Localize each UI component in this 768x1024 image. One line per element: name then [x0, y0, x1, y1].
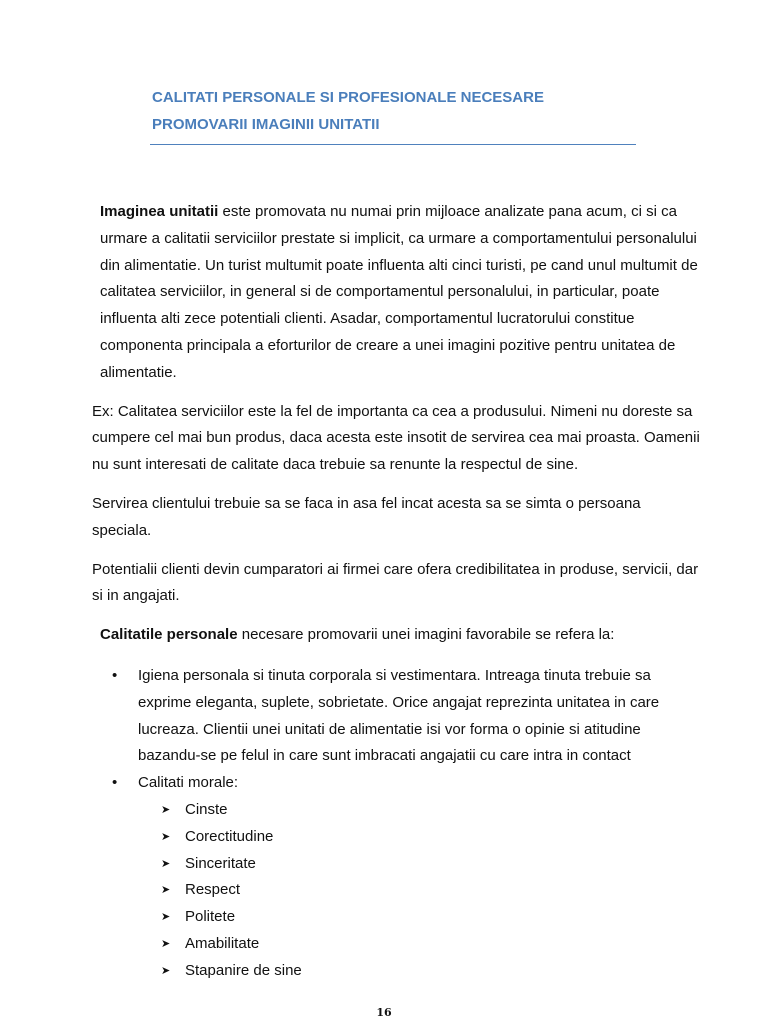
page-number: 16 [376, 1006, 392, 1019]
arrow-bullet-icon: ➤ [161, 884, 171, 897]
paragraph-example: Ex: Calitatea serviciilor este la fel de importanta ca cea a produsului. Nimeni nu doreste sa cumpere cel mai bun produs, daca acesta este insotit de servirea cea mai proasta. Oamenii nu sunt interesati de calitate daca trebuie sa renunte la respectul de sine. [92, 402, 700, 474]
arrow-bullet-icon: ➤ [161, 857, 171, 870]
bullet-icon: • [112, 666, 118, 684]
paragraph-text: necesare promovarii unei imagini favorabile se refera la: [237, 626, 615, 644]
bullet-item-calitati-morale [92, 770, 702, 984]
heading-underline [150, 144, 636, 145]
paragraph-calitatile-personale [92, 622, 702, 649]
bullet-text: Igiena personala si tinuta corporala si vestimentara. Intreaga tinuta trebuie sa exprime eleganta, suplete, sobrietate. Orice angajat reprezinta unitatea in care lucreaza. Clientii unei unitati de alimentatie isi vor forma o opinie si atitudine bazandu-se pe felul in care sunt imbracati angajatii cu care intra in contact [138, 666, 660, 765]
sub-item: ➤ Respect [138, 877, 702, 904]
sub-item: ➤ Amabilitate [138, 931, 702, 958]
bullet-icon: • [112, 774, 118, 792]
sub-item: ➤ Politete [138, 904, 702, 931]
sub-item: ➤ Corectitudine [138, 824, 702, 851]
paragraph-servirea-clientului: Servirea clientului trebuie sa se faca in asa fel incat acesta sa se simta o persoana speciala. [92, 494, 641, 539]
heading-line-2: PROMOVARII IMAGINII UNITATII [152, 116, 380, 133]
sub-list-calitati-morale [138, 797, 702, 985]
paragraph-text: este promovata nu numai prin mijloace analizate pana acum, ci si ca urmare a calitatii serviciilor prestate si implicit, ca urmare a comportamentului personalului din alimentatie. Un turist multumit poate influenta alti cinci turisti, pe cand unul multumit de calitatea serviciilor, in general si de comportamentul personalului, in particular, poate influenta alti zece potentiali clienti. Asadar, comportamentul lucratorului constitue componenta principala a eforturilor de creare a unei imagini pozitive pentru unitatea de alimentatie. [100, 203, 698, 381]
arrow-bullet-icon: ➤ [161, 964, 171, 977]
document-body [92, 199, 702, 985]
sub-item: ➤ Stapanire de sine [138, 958, 702, 985]
paragraph-imaginea-unitatii [92, 199, 702, 387]
section-heading [152, 84, 636, 138]
sub-item: ➤ Sinceritate [138, 851, 702, 878]
bold-term-imaginea-unitatii: Imaginea unitatii [100, 203, 219, 220]
heading-line-1: CALITATI PERSONALE SI PROFESIONALE NECESARE [152, 89, 544, 106]
sub-item: ➤ Cinste [138, 797, 702, 824]
bullet-item-igiena [92, 663, 702, 770]
arrow-bullet-icon: ➤ [161, 911, 171, 924]
arrow-bullet-icon: ➤ [161, 830, 171, 843]
bullet-text: Calitati morale: [138, 774, 239, 792]
bold-term-calitatile-personale: Calitatile personale [100, 626, 238, 644]
arrow-bullet-icon: ➤ [161, 803, 171, 816]
arrow-bullet-icon: ➤ [161, 937, 171, 950]
bullet-list [92, 663, 702, 985]
paragraph-potentialii-clienti: Potentialii clienti devin cumparatori ai firmei care ofera credibilitatea in produse, servicii, dar si in angajati. [92, 560, 699, 605]
